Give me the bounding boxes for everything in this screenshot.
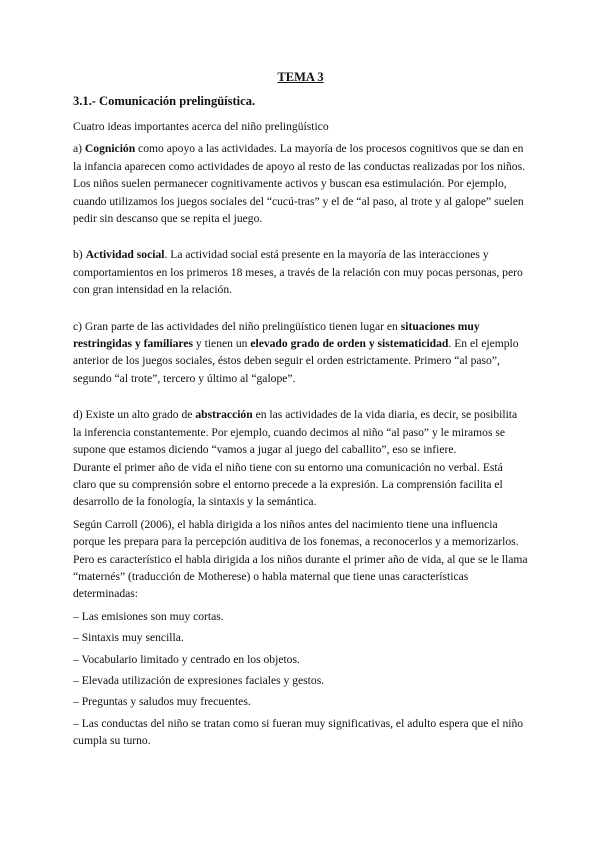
list-item: – Sintaxis muy sencilla.: [73, 631, 184, 645]
idea-b-text: . La actividad social está presente en la mayoría de las interacciones y comportamientos en los primeros 18 meses, a través de la relación con muy pocas personas, pero con gran intensidad en la relación.: [73, 248, 523, 297]
idea-c-text2: y tienen un: [193, 337, 251, 351]
idea-b-prefix: b): [73, 248, 86, 262]
list-item: – Las conductas del niño se tratan como si fueran muy significativas, el adulto espera que el niño cumpla su turno.: [73, 716, 524, 748]
idea-c-text3: . En el ejemplo anterior de los juegos sociales, éstos deben seguir el orden estrictamente. Primero “al paso”, segundo “al trote”, tercero y último al “galope”.: [73, 337, 519, 385]
document-title: TEMA 3: [277, 70, 324, 84]
idea-a-paragraph: [73, 140, 528, 227]
idea-c-bold1: situaciones muy restringidas y familiares: [73, 319, 480, 351]
idea-d-text2: en las actividades de la vida diaria, es decir, se posibilita la inferencia constantemente. Por ejemplo, cuando decimos al niño “al paso” y le miramos se supone que estamos diciendo “vamos a jugar al juego del caballito”, eso se infiere.: [73, 408, 518, 457]
idea-d-paragraph: [73, 406, 528, 458]
idea-b-paragraph: [73, 246, 528, 298]
idea-a-prefix: a): [73, 142, 85, 156]
document-page: [73, 70, 528, 754]
section-heading: 3.1.- Comunicación prelingüística.: [73, 94, 256, 108]
carroll-paragraph: Según Carroll (2006), el habla dirigida a los niños antes del nacimiento tiene una influencia porque les prepara para la percepción auditiva de los fonemas, a reconocerlos y a memorizarlos. Pero es característico el habla dirigida a los niños durante el primer año de vida, al que se le llama “maternés” (traducción de Motherese) o habla maternal que tiene unas características determinadas:: [73, 517, 528, 601]
idea-d-bold: abstracción: [195, 408, 253, 422]
idea-d-text1: d) Existe un alto grado de: [73, 408, 196, 422]
list-item: – Preguntas y saludos muy frecuentes.: [73, 695, 251, 709]
idea-c-paragraph: [73, 318, 528, 388]
idea-a-text: como apoyo a las actividades. La mayoría de los procesos cognitivos que se dan en la infancia aparecen como actividades de apoyo al resto de las conductas realizadas por los niños. Los niños suelen permanecer cognitivamente activos y buscan esa estimulación. Por ejemplo, cuando utilizamos los juegos sociales del “cucú-tras” y el de “al paso, al trote y al galope” suelen pedir sin descanso que se repita el juego.: [73, 142, 525, 226]
list-item: – Las emisiones son muy cortas.: [73, 609, 224, 623]
idea-c-bold2: elevado grado de orden y sistematicidad: [250, 337, 449, 351]
first-year-paragraph: Durante el primer año de vida el niño tiene con su entorno una comunicación no verbal. Está claro que su comprensión sobre el entorno precede a la expresión. La comprensión facilita el desarrollo de la fonología, la sintaxis y la semántica.: [73, 460, 503, 509]
list-item: – Elevada utilización de expresiones faciales y gestos.: [73, 673, 325, 687]
idea-c-text1: c) Gran parte de las actividades del niño prelingüístico tienen lugar en: [73, 319, 401, 333]
idea-a-bold: Cognición: [84, 142, 136, 156]
list-item: – Vocabulario limitado y centrado en los objetos.: [73, 652, 300, 666]
intro-text: Cuatro ideas importantes acerca del niño prelingüístico: [73, 120, 329, 133]
idea-b-bold: Actividad social: [85, 248, 165, 262]
